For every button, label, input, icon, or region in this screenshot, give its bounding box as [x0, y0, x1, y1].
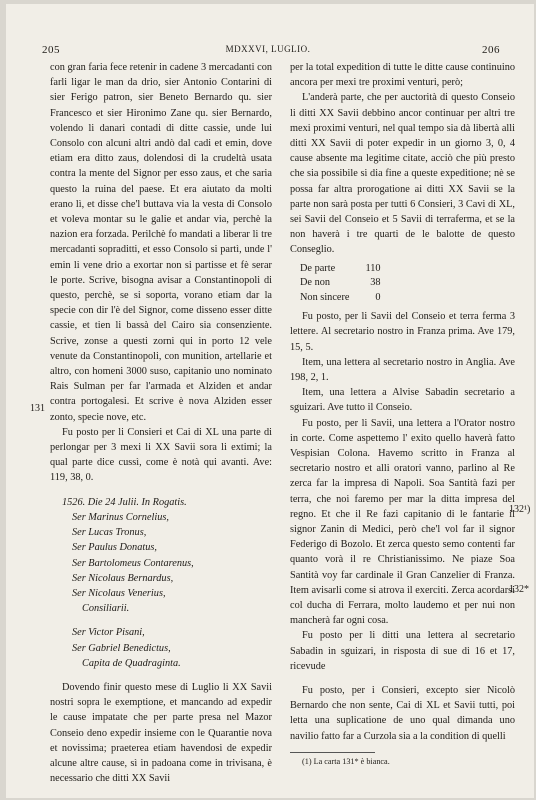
- consiliarii-label: Consiliarii.: [82, 603, 130, 615]
- left-paragraph-3: Dovendo finir questo mese di Luglio li XX Savii nostri sopra le exemptione, et mancando ad expedir le cause impatate che per parte presa nel Mazor Conseio deno expedir insieme con le Quarantie nova et novissima; praeterea etiam havendosi de expedir alcune altre cause, sì in padoana come in trivisana, è necessario che ditti XX Savii: [50, 681, 272, 785]
- left-paragraph-1: con gran faria fece retenir in cadene 3 mercadanti con farli ligar le man da drio, sier Antonio Contarini di sier Ferigo patron, sier Beneto Bernardo qu. sier Francesco et sier Hironimo Zane qu. sier Bernardo, volendo li danari contadi di ditte cassie, unde lui Consolo con alcuni altri andò dal cadi et emin, dove etiam era ditto zaus, dolendosi di la crudeltà usata contra la mente del Signor per esso zaus, et che saria questo la ruina del paese. Et era aiutato da molti erano lì, et disse che'l buttava via la vesta di Consolo et voleva montar su le galie et andar via, perchè la nazion era forzada. Perilchè fo mandati a liberar li tre mercadanti sopraditti, et esso Consolo si partì, unde l' emin li vene drio a exortar non si partisse et fè serar le porte. Scrive, bisogna avisar a Constantinopoli di questo, perchè, se si soporta, vorano etiam dar la specie con dir l'è del Signor, come disseno esser ditte cassie, et tien li bassà del Cairo sia consenziente. Scrive, zonse a questi zorni qui in porto 12 vele venute da Constantinopoli, con munition, artellarie et altro, con homeni 3000 suso, capitanio uno nominato Rais Sulman per far l'armada et Alziden et andar contra portogalesi. Et scrive è nova Alziden esser zonto, specie nove, etc.: [50, 62, 272, 423]
- caput-name: Ser Victor Pisani,: [72, 627, 145, 639]
- left-paragraph-2: Fu posto per li Consieri et Cai di XL una parte di perlongar per 3 mexi li XX Savii sora li extimi; la qual parte dice cussì, come è notà qui avanti. Ave: 119, 38, 0.: [50, 426, 272, 484]
- right-paragraph-2: L'anderà parte, che per auctorità di questo Conseio li ditti XX Savii debbino ancor continuar per altri tre mexi proximi venturi, nel qual tempo sia dà libertà alli ditti XX Savii di poter expedir in un giorno 3, 0, 4 cause absente ma legitime citate, acciò che più presto che sia possibile si dia fine a queste expeditione; nè se possa far altra prorogatione ai ditti XX Savii se la parte non sarà posta per tutti 6 Consieri, 3 Cavi di XL, sei Savii del Conseio et 5 Savii di terraferma, et se la non haverà i tre quarti de le balotte de questo Conseglio.: [290, 92, 515, 256]
- margin-number-131: 131: [30, 403, 45, 414]
- vote-label: De non: [300, 277, 331, 289]
- right-paragraph-7: Fu posto per li ditti una lettera al secretario Sabadin in sguizari, in risposta di sue di 16 et 17, ricevude: [290, 630, 515, 672]
- vote-count: 38: [370, 277, 381, 289]
- vote-row: [300, 291, 381, 306]
- vote-row: [300, 262, 381, 277]
- vote-count: 110: [365, 262, 381, 274]
- consiliarius-name: Ser Nicolaus Venerius,: [72, 587, 166, 599]
- margin-number-132b: 132*: [509, 584, 529, 595]
- right-paragraph-5: Item, una lettera a Alvise Sabadin secretario a sguizari. Ave tutto il Conseio.: [290, 387, 515, 414]
- vote-label: Non sincere: [300, 291, 350, 303]
- consiliarius-name: Ser Bartolomeus Contarenus,: [72, 557, 194, 569]
- consiliarius-name: Ser Lucas Tronus,: [72, 527, 147, 539]
- right-paragraph-1: per la total expedition di tutte le ditte cause continuino ancora per mexi tre proximi venturi, però;: [290, 62, 515, 89]
- capita-list: [50, 625, 272, 671]
- consiliarius-name: Ser Nicolaus Bernardus,: [72, 572, 174, 584]
- left-column: [50, 60, 272, 786]
- right-paragraph-4: Item, una lettera al secretario nostro in Anglia. Ave 198, 2, 1.: [290, 356, 515, 383]
- footnote-rule: [290, 752, 375, 753]
- right-paragraph-6: Fu posto, per li Savii, una lettera a l'Orator nostro in corte. Come aspettemo l' exito quello haverà fatto Vespisian Colona. Havemo scritto in Franza al secretario nostro et alli oratori vanno, parlino al Re zerca far la impresa di Napoli. Soa Santità fazi per terra, che noi faremo per mar la ditta impresa del regno. Et che il Re fazi capitanio di le fantarie il signor Zanin di Medici, però che'l vol far il signor Federigo di Bozolo. Et zerca questo semo contenti far quanto vorà il re Christianissimo. Ne piaze Soa Santità voy far cardinale il Gran Canzelier di Franza. Item avisarli come si atrova il exerciti. Zerca acordarsi col ducha di Ferrara, molto laudemo et per nui non mancherà far ogni cosa.: [290, 417, 515, 627]
- vote-label: De parte: [300, 262, 336, 274]
- vote-count: 0: [375, 291, 381, 303]
- caput-name: Ser Gabriel Benedictus,: [72, 642, 171, 654]
- right-paragraph-8: Fu posto, per i Consieri, excepto sier Nicolò Bernardo che non sente, Cai di XL et Savii tutti, poi letta una suplicatione de uno qual dimanda uno navilio fatto far a Curzola sia a la condition di quelli: [290, 685, 515, 742]
- capita-label: Capita de Quadraginta.: [82, 657, 181, 669]
- consiliarius-name: Ser Paulus Donatus,: [72, 542, 157, 554]
- footnote: (1) La carta 131* è bianca.: [302, 756, 390, 766]
- right-column: [290, 60, 515, 767]
- margin-number-132: 132¹): [509, 504, 531, 515]
- right-paragraph-3: Fu posto, per li Savii del Conseio et terra ferma 3 lettere. Al secretario nostro in Franza prima. Ave 179, 15, 5.: [290, 311, 515, 353]
- running-title: MDXXVI, LUGLIO.: [225, 44, 311, 54]
- right-page-number: 206: [482, 44, 500, 56]
- session-heading: 1526. Die 24 Julii. In Rogatis.: [62, 496, 187, 508]
- left-page-number: 205: [42, 44, 60, 56]
- consiliarii-list: [50, 510, 272, 616]
- consiliarius-name: Ser Marinus Cornelius,: [72, 511, 169, 523]
- vote-table: [300, 262, 381, 306]
- vote-row: [300, 276, 381, 291]
